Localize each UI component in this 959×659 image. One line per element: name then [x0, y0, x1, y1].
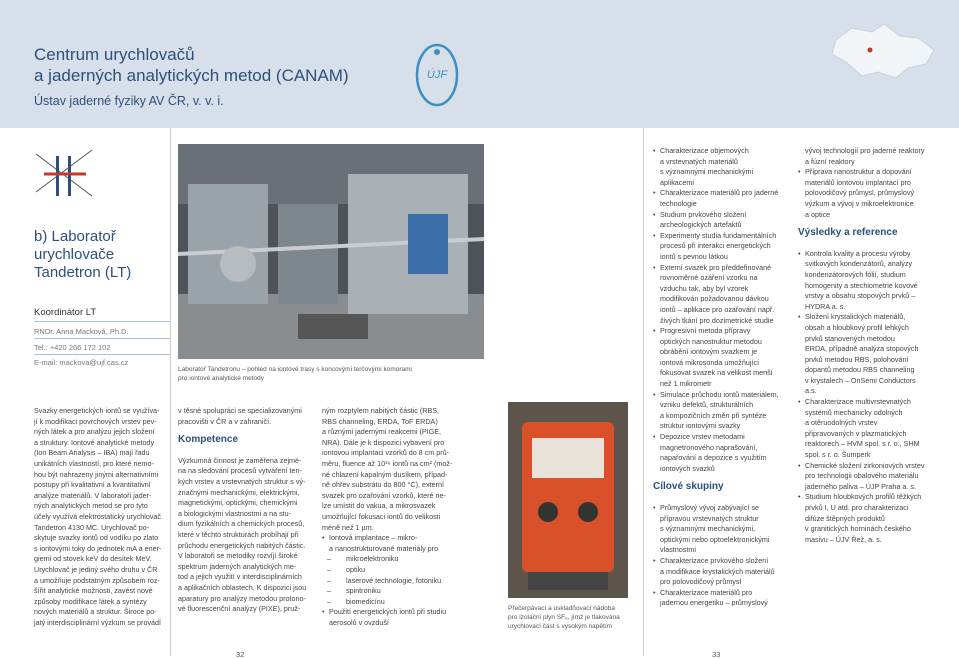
column-divider: [170, 128, 171, 656]
photo2-caption: Přečerpávací a uskladňovací nádoba pro izolační plyn SF₆, jímž je tlakována urychlovací část s vysokým napětím: [508, 605, 620, 630]
svg-text:ÚJF: ÚJF: [426, 69, 448, 81]
page-title: Centrum urychlovačů a jaderných analytických metod (CANAM): [34, 45, 349, 85]
paragraph: Svazky energetických iontů se využíva- jí k modifikaci povrchových vrstev pev- ných látek a pro analýzu jejich složení a struktury. Iontové analytické metody (Ion Beam Analysis – IBA) mají řadu unikátních vlastností, pro které nemo- hou být nahrazeny jinými alternativními postupy při kvalitativní a kvantitativní analýze materiálů. V laboratoři jader- ných analytických metod se pro tyto účely využívá elektrostatický urychlovač Tandetron 4130 MC. Urychlovač po- skytuje svazky iontů od vodíku po zlato s iontovými toky do jednotek mA a ener- giemi od stovek keV do desítek MeV. Urychlovač je jediný svého druhu v ČR a umožňuje podstatným způsobem roz- šířit analytické možnosti, zavést nové způsoby modifikace látek a syntézy nových materiálů a struktur. Široce po- jatý interdisciplinární výzkum se provádí: [34, 406, 162, 627]
list-item: • Charakterizace prvkového složení a modifikace krystalických materiálů pro polovodičový průmysl: [653, 556, 791, 588]
text-column-3: [322, 406, 454, 628]
paragraph: ným rozptylem nabitých částic (RBS, RBS channeling, ERDA, ToF ERDA) a různými jadernými reakcemi (PIGE, NRA). Dále je k dispozici vybavení pro iontovou implantaci vzorků do 8 cm prů- měru, fluence až 10¹⁶ iontů na cm² (mož- né chlazení kapalným dusíkem, případ- ně ohřev substrátu do 800 °C), externí svazek pro ozařování vzorků, které ne- lze umístit do vakua, a mikrosvazek umožňující fokusaci iontů do velikosti méně než 1 µm.: [322, 406, 453, 532]
list-item: – mikroelektroniku: [322, 554, 454, 565]
bullet-list: [653, 146, 791, 474]
text-column-1: [34, 406, 164, 628]
list-item: • Příprava nanostruktur a dopování materiálů iontovou implantací pro polovodičový průmysl, průmyslový výzkum a vývoj v mikroelektronice a optice: [798, 167, 938, 220]
list-item: – biomedicínu: [322, 597, 454, 608]
list-item: • Charakterizace materiálů pro jadernou energetiku – průmyslový: [653, 588, 791, 609]
column-divider: [643, 128, 644, 656]
text-column-2: [178, 406, 308, 615]
list-item: • Složení krystalických materiálů, obsah a hloubkový profil lehkých prvků stanovených metodou ERDA, případně analýza stopových prvků metodou RBS, polohování dopantů metodou RBS channeling v krystalech – OnSemi Conductors a.s.: [798, 312, 938, 397]
coordinator-name: RNDr. Anna Macková, Ph.D.: [34, 327, 129, 336]
institute-subtitle: Ústav jaderné fyziky AV ČR, v. v. i.: [34, 94, 224, 108]
tandetron-logo-icon: [34, 146, 94, 202]
photo-caption: Laboratoř Tandetronu – pohled na iontové trasy s koncovými terčovými komorami pro iontové analytické metody: [178, 366, 412, 382]
coordinator-title: Koordinátor LT: [34, 307, 97, 318]
list-item: • Studium hloubkových profilů těžkých prvků I, U atd. pro charakterizaci difúze štěpných produktů v granitických horninách českého masivu – ÚJV Řež, a. s.: [798, 492, 938, 545]
tandetron-lab-photo: [178, 144, 484, 359]
heading-cilove-skupiny: Cílové skupiny: [653, 481, 724, 493]
list-item: – optiku: [322, 565, 454, 576]
page-number-left: 32: [236, 650, 245, 659]
list-item: • Charakterizace materiálů pro jaderné technologie: [653, 188, 791, 209]
list-item: • Progresivní metoda přípravy optických nanostruktur metodou obrábění iontovým svazkem je iontová mikrosonda umožňující fokusovat svazek na velikost menší než 1 mikrometr: [653, 326, 791, 390]
phone: Tel.: +420 266 172 102: [34, 343, 111, 352]
text-column-5: [798, 146, 938, 545]
paragraph: v těsné spolupráci se specializovanými pracovišti v ČR a v zahraničí.: [178, 406, 302, 426]
bullet-list: [653, 503, 791, 609]
czech-map-icon: [826, 18, 940, 82]
paragraph: Výzkumná činnost je zaměřena zejmé- na na sledování procesů vytváření ten- kých vrstev a vrstevnatých struktur s vý- značnými mechanickými, elektrickými, magnetickými, optickými, chemickými a biologickými vlastnostmi a na stu- dium fyzikálních a chemických procesů, které v těchto strukturách probíhají při průchodu energetických nabitých částic. V laboratoři se metodiky rozvíjí široké spektrum jaderných analytických me- tod a jejich využití v interdisciplinárních a aplikačních oblastech. K dispozici jsou aparatury pro analýzy metodou protono- vé fluorescenční analýzy (PIXE), pruž-: [178, 455, 307, 614]
list-item: • Experimenty studia fundamentálních procesů při interakci energetických iontů s pevnou látkou: [653, 231, 791, 263]
email-link[interactable]: E-mail: mackova@ujf.cas.cz: [34, 358, 129, 367]
list-item: • Simulace průchodu iontů materiálem, vzniku defektů, strukturálních a kompozičních změn při syntéze struktur iontovými svazky: [653, 390, 791, 432]
rule: [34, 338, 170, 339]
list-item: • Charakterizace objemových a vrstevnatých materiálů s významnými mechanickými aplikacemi: [653, 146, 791, 188]
list-item: • Studium prvkového složení archeologických artefaktů: [653, 210, 791, 231]
ujf-logo-icon: [414, 42, 460, 108]
rule: [34, 354, 170, 355]
section-title: b) Laboratoř urychlovače Tandetron (LT): [34, 228, 132, 281]
list-item: • Charakterizace multivrstevnatých systémů mechanicky odolných a otěruodolných vrstev připravovaných v plazmatických reaktorech – HVM spol. s r. o., SHM spol. s r. o. Šumperk: [798, 397, 938, 461]
heading-kompetence: Kompetence: [178, 434, 239, 446]
bullet-list: [798, 249, 938, 546]
bullet-list: [798, 167, 938, 220]
text-column-4: [653, 146, 791, 609]
list-item: • Iontová implantace – mikro- a nanostrukturované materiály pro: [322, 533, 454, 554]
list-item: • Kontrola kvality a procesu výroby svitkových kondenzátorů, analýzy kondenzátorových fólií, studium homogenity a stechiometrie kovové vrstvy a obsahu stopových prvků – HYDRA a. s.: [798, 249, 938, 313]
list-item: • Depozice vrstev metodami magnetronového naprašování, napařování a depozice s využitím iontových svazků: [653, 432, 791, 474]
paragraph: vývoj technologií pro jaderné reaktory a fúzní reaktory: [805, 146, 925, 166]
page-header: [0, 0, 959, 128]
list-item: • Externí svazek pro předdefinované rovnoměrné ozáření vzorku na vzduchu tak, aby byl vzorek modifikován požadovanou dávkou iontů – aplikace pro ozařování např. živých tkání pro dozimetrické studie: [653, 263, 791, 327]
heading-vysledky: Výsledky a reference: [798, 227, 898, 239]
sf6-vessel-photo: [508, 402, 628, 598]
list-item: • Průmyslový vývoj zabývající se přípravou vrstevnatých struktur s významnými mechanickými, optickými nebo optoelektronickými vlastnostmi: [653, 503, 791, 556]
list-item: – laserové technologie, fotoniku: [322, 576, 454, 587]
list-item: • Použití energetických iontů při studiu aerosolů v ovzduší: [322, 607, 454, 628]
bullet-list: [322, 533, 454, 628]
list-item: • Chemické složení zirkoniových vrstev pro technologii obalového materiálu jaderného paliva – ÚJP Praha a. s.: [798, 461, 938, 493]
page-number-right: 33: [712, 650, 721, 659]
list-item: – spintroniku: [322, 586, 454, 597]
rule: [34, 321, 170, 322]
